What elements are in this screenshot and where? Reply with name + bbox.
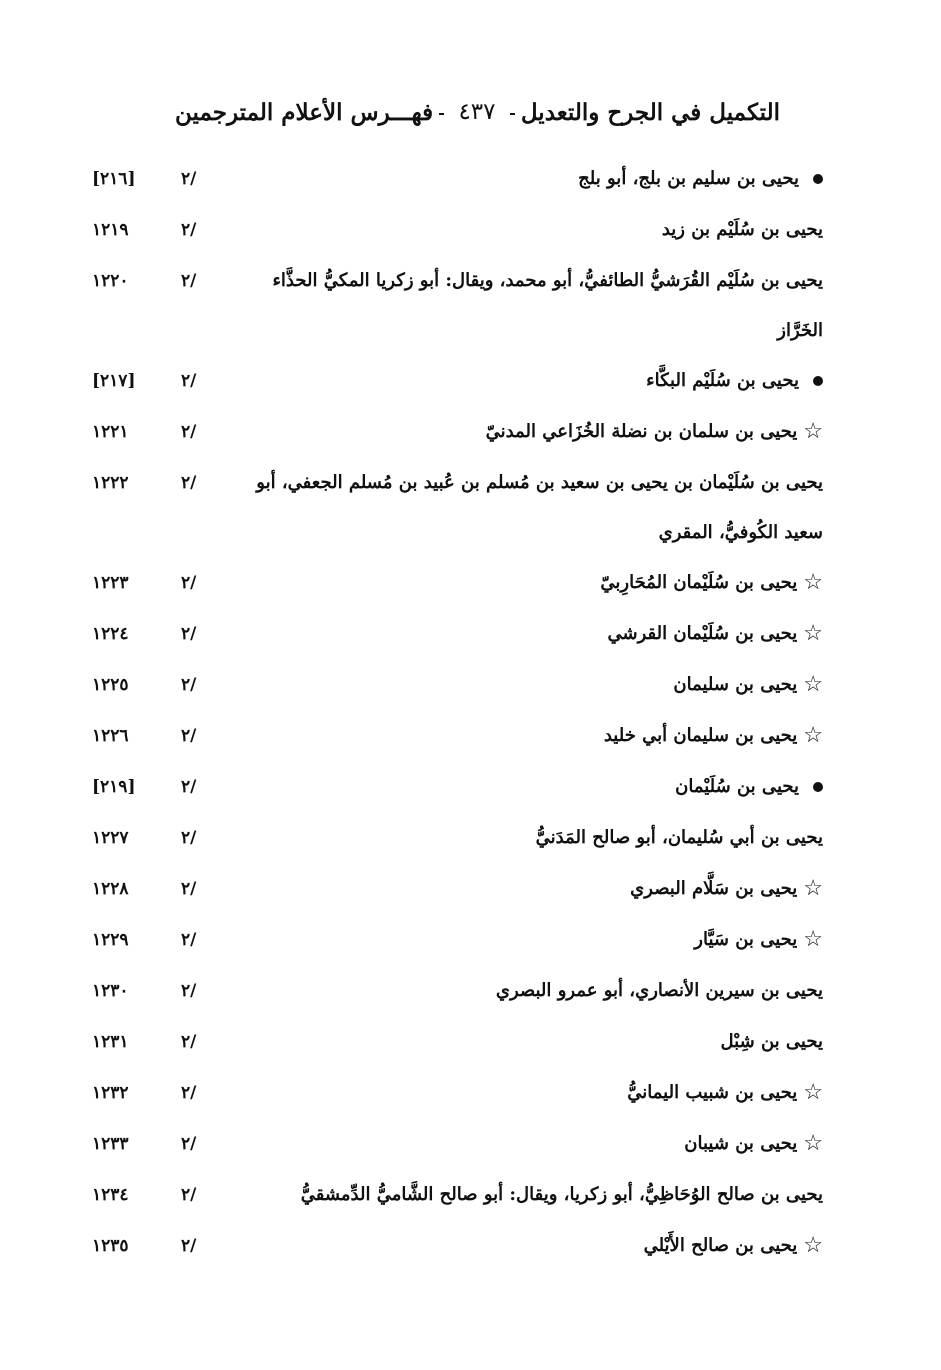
entry-name bbox=[233, 813, 823, 863]
index-entry bbox=[0, 407, 941, 458]
entry-name bbox=[233, 609, 823, 659]
entry-volume: ٢/ bbox=[181, 624, 197, 644]
entry-volume: ٢/ bbox=[181, 1185, 197, 1205]
header-dash bbox=[439, 113, 444, 115]
bullet-icon bbox=[813, 782, 823, 792]
entry-reference: [٢١٩] bbox=[92, 777, 136, 797]
entry-name bbox=[233, 762, 823, 812]
entry-name bbox=[233, 205, 823, 255]
index-entry bbox=[0, 762, 941, 813]
entry-name-text: يحيى بن شيبان bbox=[684, 1133, 798, 1154]
index-entry bbox=[0, 558, 941, 609]
header-dash bbox=[510, 113, 515, 115]
entry-reference: ١٢٢١ bbox=[92, 422, 129, 442]
entry-name-text: يحيى بن سُلَيْمان القرشي bbox=[607, 623, 798, 644]
entry-reference: [٢١٦] bbox=[92, 169, 136, 189]
running-header bbox=[175, 92, 780, 132]
entry-reference: ١٢٢٦ bbox=[92, 726, 129, 746]
entry-reference: ١٢٢٩ bbox=[92, 930, 129, 950]
entry-reference: ١٢٣٤ bbox=[92, 1185, 129, 1205]
entry-volume: ٢/ bbox=[181, 726, 197, 746]
index-entry bbox=[0, 660, 941, 711]
entry-name bbox=[233, 407, 823, 457]
entry-name-text: يحيى بن سُلَيْمان المُحَارِبيّ bbox=[600, 572, 798, 593]
entry-volume: ٢/ bbox=[181, 220, 197, 240]
entry-name bbox=[233, 1017, 823, 1067]
index-entry bbox=[0, 609, 941, 660]
entry-name bbox=[233, 1068, 823, 1118]
entry-reference: ١٢٢٧ bbox=[92, 828, 129, 848]
index-entry bbox=[0, 966, 941, 1017]
book-title: التكميل في الجرح والتعديل bbox=[520, 98, 780, 126]
entry-volume: ٢/ bbox=[181, 1134, 197, 1154]
entry-name bbox=[233, 356, 823, 406]
bullet-icon bbox=[813, 174, 823, 184]
star-icon: ☆ bbox=[803, 621, 823, 646]
entry-volume: ٢/ bbox=[181, 169, 197, 189]
bullet-icon bbox=[813, 376, 823, 386]
entry-reference: ١٢٢٢ bbox=[92, 473, 129, 493]
page-number: ٤٣٧ bbox=[458, 99, 496, 125]
index-entry bbox=[0, 1221, 941, 1272]
index-entry bbox=[0, 864, 941, 915]
index-entry bbox=[0, 711, 941, 762]
index-entry bbox=[0, 205, 941, 256]
entry-volume: ٢/ bbox=[181, 777, 197, 797]
entry-name bbox=[233, 711, 823, 761]
entry-name bbox=[233, 458, 823, 558]
entry-name bbox=[233, 660, 823, 710]
index-entry bbox=[0, 256, 941, 356]
entry-reference: ١٢٢٨ bbox=[92, 879, 129, 899]
entry-name-text: يحيى بن سُلَيْمان bbox=[675, 776, 799, 797]
entry-name bbox=[233, 1119, 823, 1169]
entry-volume: ٢/ bbox=[181, 675, 197, 695]
entry-name-text: يحيى بن أبي سُليمان، أبو صالح المَدَنيُّ bbox=[535, 827, 823, 848]
entry-name-text: يحيى بن سُلَيْمان بن يحيى بن سعيد بن مُسلم بن عُبيد بن مُسلم الجعفي، أبو سعيد الكُوفيُّ، المقري bbox=[256, 472, 823, 543]
entry-reference: ١٢٣٣ bbox=[92, 1134, 129, 1154]
entry-reference: ١٢٣٢ bbox=[92, 1083, 129, 1103]
entry-name-text: يحيى بن صالح الوُحَاظِيُّ، أبو زكريا، ويقال: أبو صالح الشَّاميُّ الدِّمشقيُّ bbox=[300, 1184, 823, 1205]
entry-volume: ٢/ bbox=[181, 371, 197, 391]
entry-volume: ٢/ bbox=[181, 473, 197, 493]
index-entry bbox=[0, 154, 941, 205]
index-entry bbox=[0, 458, 941, 558]
star-icon: ☆ bbox=[803, 723, 823, 748]
star-icon: ☆ bbox=[803, 876, 823, 901]
entry-volume: ٢/ bbox=[181, 1083, 197, 1103]
star-icon: ☆ bbox=[803, 570, 823, 595]
entry-name-text: يحيى بن سليم بن بلج، أبو بلج bbox=[578, 168, 799, 189]
entry-volume: ٢/ bbox=[181, 422, 197, 442]
star-icon: ☆ bbox=[803, 1080, 823, 1105]
entry-reference: ١٢٢٠ bbox=[92, 271, 129, 291]
entry-reference: ١٢٣٥ bbox=[92, 1236, 129, 1256]
entry-volume: ٢/ bbox=[181, 573, 197, 593]
entry-name bbox=[233, 154, 823, 204]
entry-reference: ١٢٢٥ bbox=[92, 675, 129, 695]
entry-name bbox=[233, 864, 823, 914]
entry-volume: ٢/ bbox=[181, 828, 197, 848]
index-entry bbox=[0, 1068, 941, 1119]
entry-reference: ١٢٣٠ bbox=[92, 981, 129, 1001]
star-icon: ☆ bbox=[803, 1131, 823, 1156]
entry-volume: ٢/ bbox=[181, 1236, 197, 1256]
index-entry bbox=[0, 356, 941, 407]
entry-name-text: يحيى بن سليمان أبي خليد bbox=[603, 725, 798, 746]
entry-name-text: يحيى بن سلمان بن نضلة الخُزَاعي المدنيّ bbox=[485, 421, 798, 442]
index-entry bbox=[0, 915, 941, 966]
entry-name bbox=[233, 1170, 823, 1220]
star-icon: ☆ bbox=[803, 927, 823, 952]
star-icon: ☆ bbox=[803, 672, 823, 697]
entry-name bbox=[233, 558, 823, 608]
entry-name bbox=[233, 915, 823, 965]
entry-reference: [٢١٧] bbox=[92, 371, 136, 391]
index-entry bbox=[0, 1017, 941, 1068]
entry-volume: ٢/ bbox=[181, 879, 197, 899]
entry-name-text: يحيى بن سُلَيْم البكَّاء bbox=[646, 370, 799, 391]
entry-volume: ٢/ bbox=[181, 271, 197, 291]
entry-name-text: يحيى بن سُلَيْم بن زيد bbox=[661, 219, 823, 240]
index-entries bbox=[0, 154, 941, 1272]
index-entry bbox=[0, 813, 941, 864]
entry-volume: ٢/ bbox=[181, 1032, 197, 1052]
entry-name bbox=[233, 256, 823, 356]
entry-name-text: يحيى بن شِبْل bbox=[720, 1031, 823, 1052]
entry-name-text: يحيى بن صالح الأَيْلي bbox=[643, 1235, 798, 1256]
index-entry bbox=[0, 1170, 941, 1221]
entry-name bbox=[233, 966, 823, 1016]
entry-name-text: يحيى بن شبيب اليمانيُّ bbox=[627, 1082, 798, 1103]
entry-name-text: يحيى بن سُلَيْم القُرَشيُّ الطائفيُّ، أبو محمد، ويقال: أبو زكريا المكيُّ الحذَّاء الخَرَّاز bbox=[272, 270, 823, 341]
index-entry bbox=[0, 1119, 941, 1170]
entry-name-text: يحيى بن سليمان bbox=[673, 674, 798, 695]
entry-name-text: يحيى بن سيرين الأنصاري، أبو عمرو البصري bbox=[495, 980, 823, 1001]
entry-name bbox=[233, 1221, 823, 1271]
entry-reference: ١٢٢٤ bbox=[92, 624, 129, 644]
entry-reference: ١٢٣١ bbox=[92, 1032, 129, 1052]
entry-reference: ١٢١٩ bbox=[92, 220, 129, 240]
entry-name-text: يحيى بن سَيَّار bbox=[694, 929, 798, 950]
star-icon: ☆ bbox=[803, 419, 823, 444]
entry-name-text: يحيى بن سَلَّام البصري bbox=[630, 878, 798, 899]
star-icon: ☆ bbox=[803, 1233, 823, 1258]
entry-volume: ٢/ bbox=[181, 981, 197, 1001]
entry-reference: ١٢٢٣ bbox=[92, 573, 129, 593]
entry-volume: ٢/ bbox=[181, 930, 197, 950]
section-title: فهـــرس الأعلام المترجمين bbox=[175, 98, 434, 126]
